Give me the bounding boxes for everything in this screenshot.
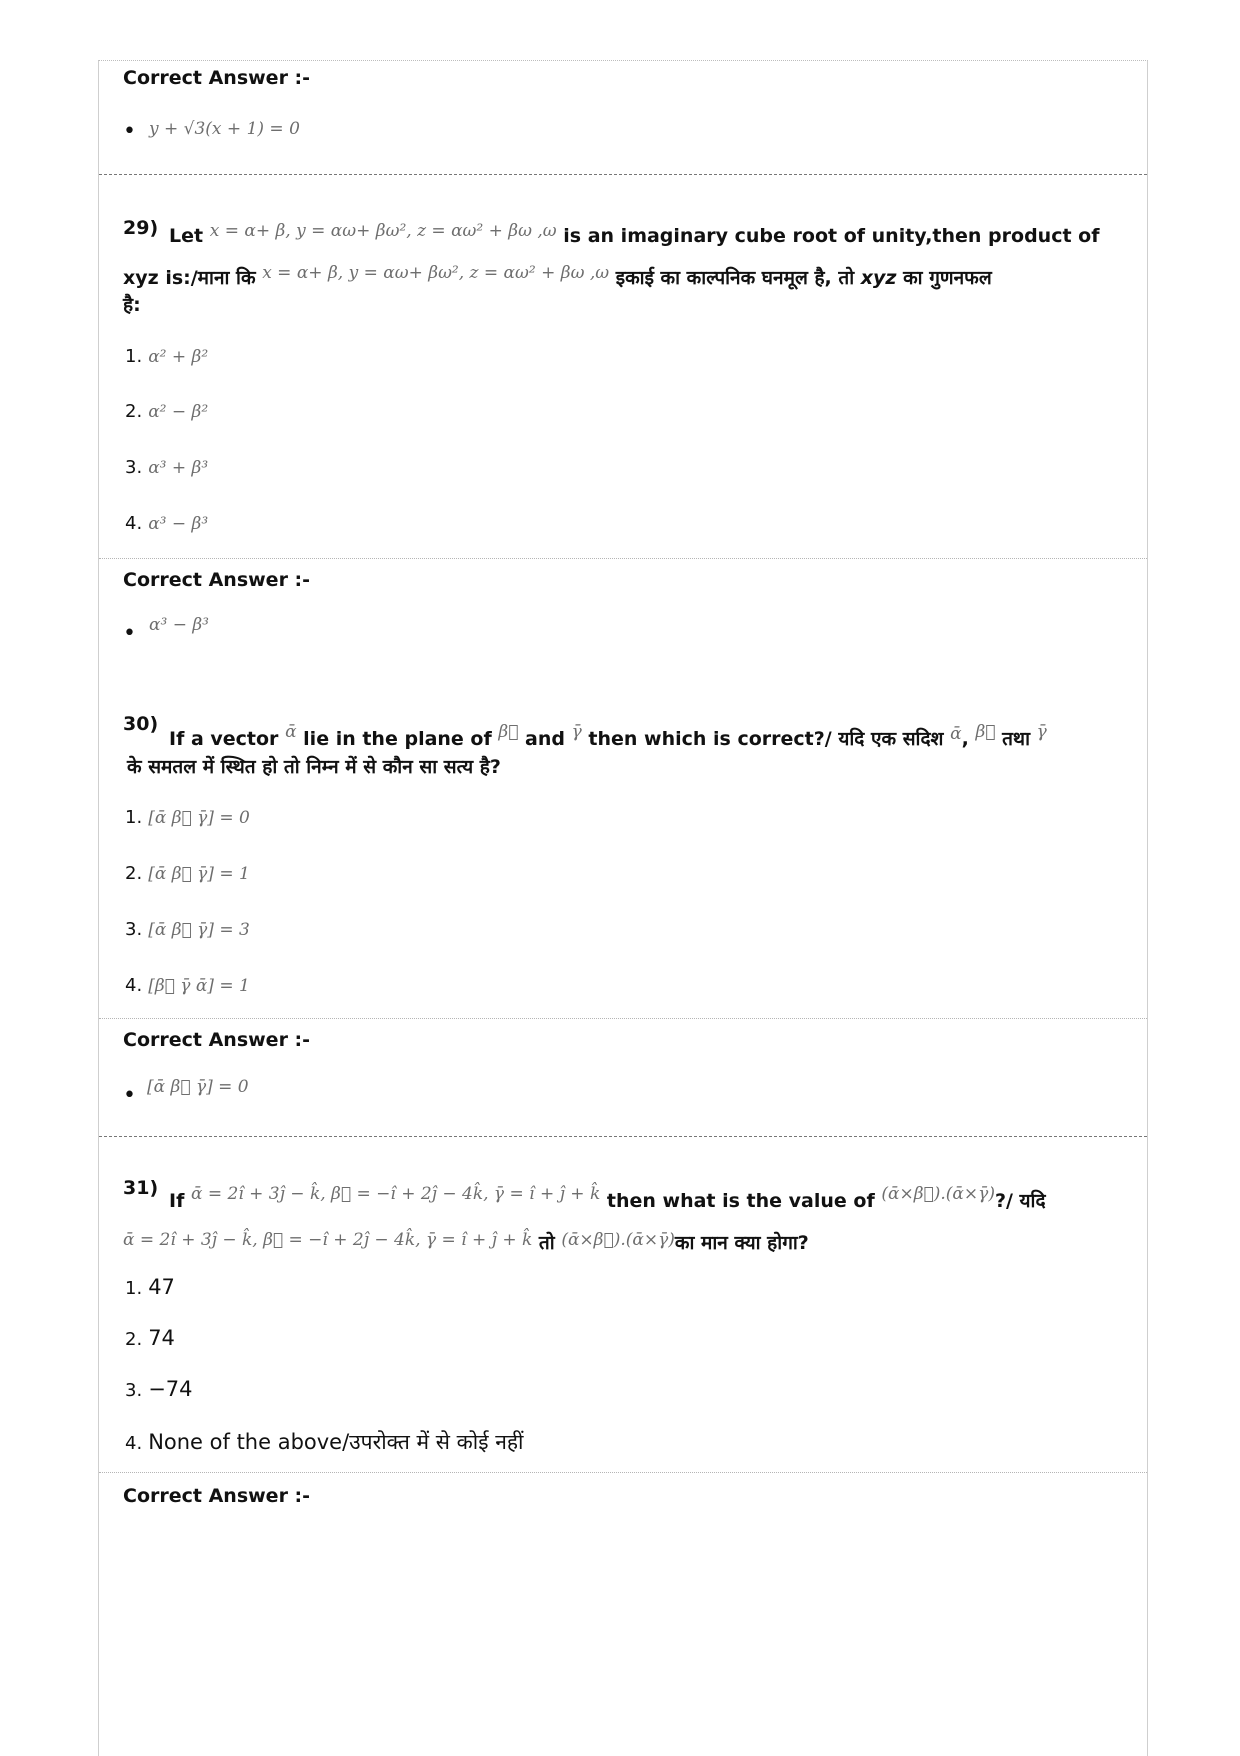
q30-option: 4. [β⃗ γ̄ ᾱ] = 1 [125,975,250,996]
q29-expression-hi: x = α+ β, y = αω+ βω², z = αω² + βω ,ω [262,263,610,283]
q29-xyz: xyz [860,267,897,289]
alpha-vector: ᾱ [950,724,962,744]
q29-option: 2. α² − β² [125,401,209,422]
correct-answer-label: Correct Answer :- [123,67,311,89]
beta-vector: β⃗ [975,722,996,742]
q31-line1: If ᾱ = 2î + 3ĵ − k̂, β⃗ = −î + 2ĵ − 4k̂, γ̄ = î + ĵ + k̂ then what is the value of (ᾱ×β⃗).(ᾱ×γ̄)?/ यदि [169,1184,1046,1212]
q29-line3: है: [123,294,141,316]
q31-option: 1. 47 [125,1275,175,1299]
q31-product-hi: (ᾱ×β⃗).(ᾱ×γ̄) [561,1230,675,1250]
question-separator [99,1136,1147,1137]
q30-line1: If a vector ᾱ lie in the plane of β⃗ and γ̄ then which is correct?/ यदि एक सदिश ᾱ, β⃗ तथा γ̄ [169,722,1047,750]
q29-option: 3. α³ + β³ [125,457,209,478]
correct-answer-label: Correct Answer :- [123,1485,311,1507]
q31-option: 3. −74 [125,1377,193,1401]
q29-option: 4. α³ − β³ [125,513,209,534]
prev-answer: y + √3(x + 1) = 0 [149,119,300,139]
q30-option: 2. [ᾱ β⃗ γ̄] = 1 [125,863,250,884]
q31-vectors: ᾱ = 2î + 3ĵ − k̂, β⃗ = −î + 2ĵ − 4k̂, γ̄ = î + ĵ + k̂ [190,1184,601,1204]
alpha-vector: ᾱ [285,722,297,742]
q31-option: 2. 74 [125,1326,175,1350]
question-separator [99,174,1147,175]
gamma-vector: γ̄ [571,722,582,742]
q29-answer: α³ − β³ [149,615,209,635]
q30-answer: [ᾱ β⃗ γ̄] = 0 [147,1077,249,1097]
q29-option: 1. α² + β² [125,346,209,367]
q29-line2 [123,264,992,290]
q31-number: 31) [123,1177,159,1199]
q31-vectors-hi: ᾱ = 2î + 3ĵ − k̂, β⃗ = −î + 2ĵ − 4k̂, γ̄ = î + ĵ + k̂ [123,1230,533,1250]
q29-hi-text-a: xyz is:/माना कि [123,267,256,289]
answer-separator [99,558,1147,559]
correct-answer-label: Correct Answer :- [123,1029,311,1051]
q30-number: 30) [123,713,159,735]
q31-product: (ᾱ×β⃗).(ᾱ×γ̄) [881,1184,995,1204]
q30-option: 1. [ᾱ β⃗ γ̄] = 0 [125,807,250,828]
correct-answer-label: Correct Answer :- [123,569,311,591]
question-paper [98,60,1148,1756]
q29-number: 29) [123,217,159,239]
q31-line2: ᾱ = 2î + 3ĵ − k̂, β⃗ = −î + 2ĵ − 4k̂, γ̄ = î + ĵ + k̂ तो (ᾱ×β⃗).(ᾱ×γ̄)का मान क्या होगा? [123,1230,809,1254]
q29-let: Let [169,225,204,247]
answer-bullet: • [123,119,136,144]
answer-separator [99,1018,1147,1019]
gamma-vector: γ̄ [1036,722,1047,742]
q30-option: 3. [ᾱ β⃗ γ̄] = 3 [125,919,250,940]
answer-separator [99,1472,1147,1473]
answer-bullet: • [123,1083,136,1108]
q30-line2: के समतल में स्थित हो तो निम्न में से कौन सा सत्य है? [127,756,501,778]
q29-en-text: is an imaginary cube root of unity,then product of [563,225,1100,247]
beta-vector: β⃗ [498,722,519,742]
q29-line1 [169,221,1100,247]
answer-bullet: • [123,621,136,646]
q29-hi-text-c: का गुणनफल [903,267,992,289]
q31-option: 4. None of the above/उपरोक्त में से कोई नहीं [125,1430,524,1454]
q29-expression: x = α+ β, y = αω+ βω², z = αω² + βω ,ω [209,221,557,241]
q29-hi-text-b: इकाई का काल्पनिक घनमूल है, तो [615,267,855,289]
